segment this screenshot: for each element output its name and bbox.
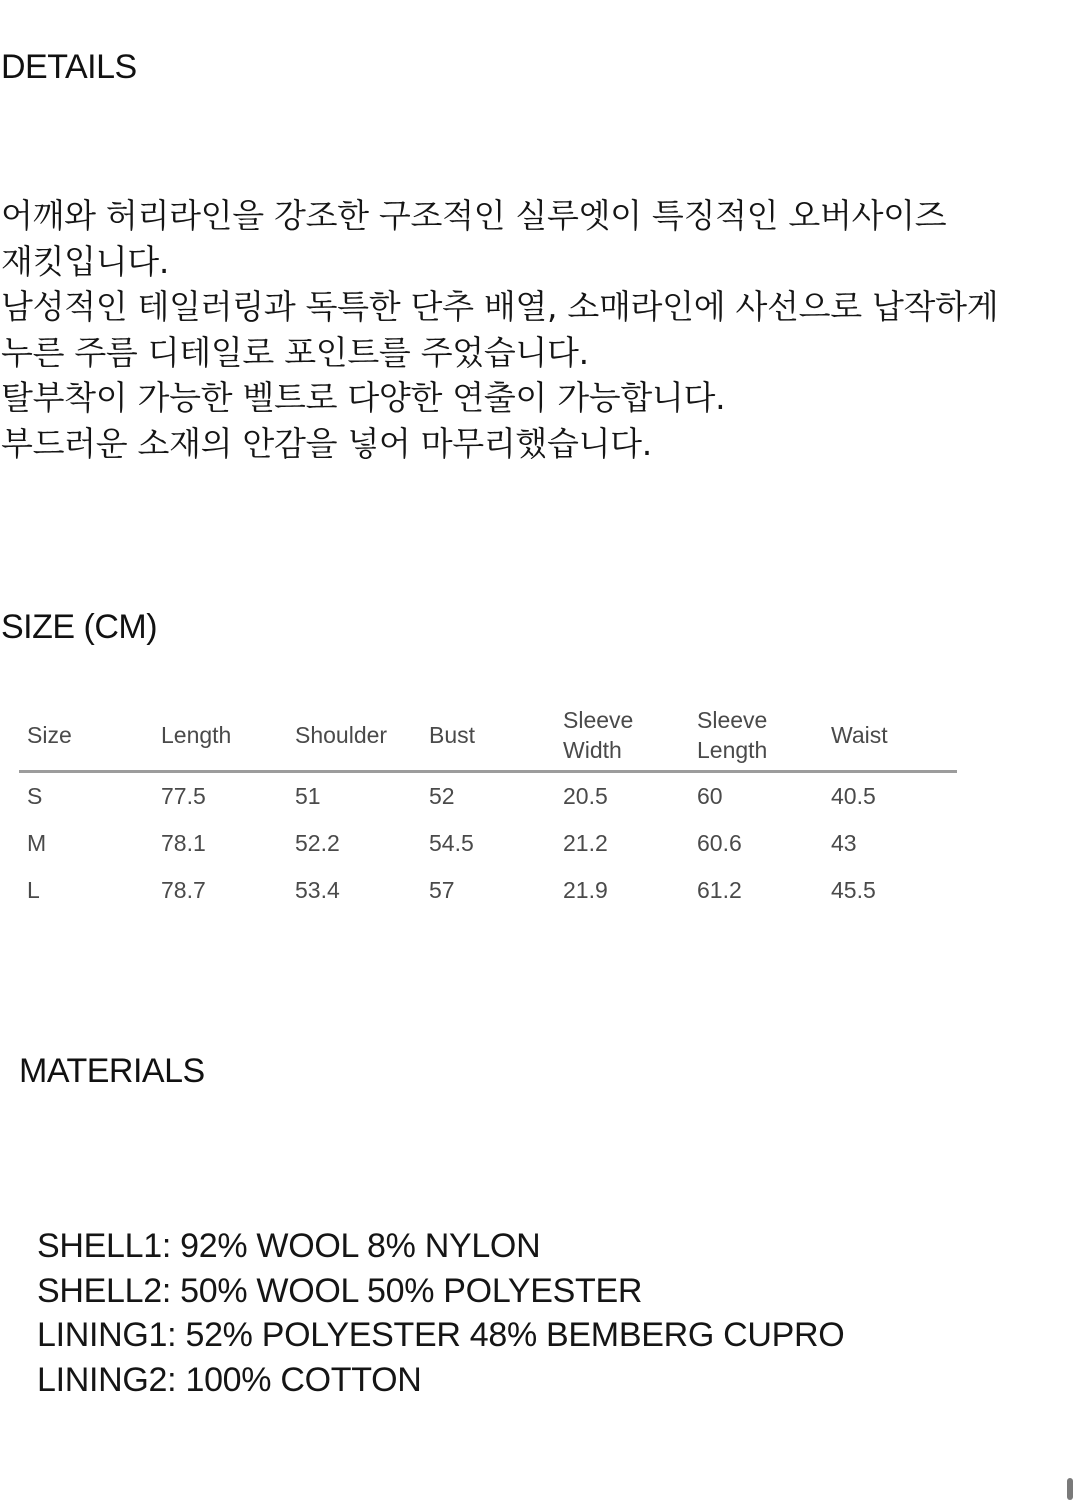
header-label: Shoulder — [295, 722, 388, 748]
material-line: SHELL2: 50% WOOL 50% POLYESTER — [37, 1271, 643, 1310]
table-cell: S — [27, 783, 43, 809]
table-cell: 52 — [429, 783, 455, 809]
header-label: Length — [697, 737, 768, 763]
table-cell: 21.2 — [563, 830, 608, 856]
description-line: 어깨와 허리라인을 강조한 구조적인 실루엣이 특징적인 오버사이즈 — [1, 196, 947, 235]
table-cell: M — [27, 830, 47, 856]
table-cell: 21.9 — [563, 877, 608, 903]
scroll-indicator[interactable] — [1067, 1478, 1073, 1500]
size-table-header-cell — [823, 700, 957, 772]
header-label: Sleeve — [697, 707, 768, 733]
table-cell: 61.2 — [697, 877, 742, 903]
table-cell: 51 — [295, 783, 321, 809]
table-cell: 43 — [831, 830, 857, 856]
size-table-header-cell — [555, 700, 689, 772]
table-cell: 53.4 — [295, 877, 340, 903]
description-line: 남성적인 테일러링과 독특한 단추 배열, 소매라인에 사선으로 납작하게 — [1, 287, 999, 326]
description-line: 재킷입니다. — [1, 241, 170, 281]
size-table-header-cell — [421, 700, 555, 772]
header-label: Width — [563, 737, 622, 763]
size-table-header-cell — [287, 700, 421, 772]
product-description — [1, 193, 1071, 466]
material-line: LINING1: 52% POLYESTER 48% BEMBERG CUPRO — [37, 1316, 845, 1354]
table-cell: 54.5 — [429, 830, 474, 856]
header-label: Waist — [831, 722, 888, 748]
table-cell: 20.5 — [563, 783, 608, 809]
size-chart-table — [19, 700, 957, 914]
table-row — [19, 772, 957, 821]
size-table-header-row — [19, 700, 957, 772]
table-cell: 52.2 — [295, 830, 340, 856]
header-label: Size — [27, 722, 72, 748]
details-heading: DETAILS — [1, 48, 137, 86]
material-line: SHELL1: 92% WOOL 8% NYLON — [37, 1227, 541, 1265]
size-heading: SIZE (CM) — [1, 608, 158, 646]
table-row — [19, 820, 957, 867]
size-table-header-cell — [689, 700, 823, 772]
header-label: Sleeve — [563, 707, 634, 733]
table-cell: 45.5 — [831, 877, 876, 903]
size-table-header-cell — [19, 700, 153, 772]
size-table-body — [19, 772, 957, 915]
table-cell: 40.5 — [831, 783, 876, 809]
description-line: 누른 주름 디테일로 포인트를 주었습니다. — [1, 332, 589, 372]
table-cell: 78.1 — [161, 830, 206, 856]
table-cell: 77.5 — [161, 783, 206, 809]
table-cell: 57 — [429, 877, 455, 903]
materials-heading: MATERIALS — [19, 1052, 205, 1090]
description-line: 부드러운 소재의 안감을 넣어 마무리했습니다. — [1, 423, 652, 463]
table-cell: 60.6 — [697, 830, 742, 856]
description-line: 탈부착이 가능한 벨트로 다양한 연출이 가능합니다. — [1, 378, 726, 417]
header-label: Bust — [429, 722, 476, 748]
material-line: LINING2: 100% COTTON — [37, 1360, 422, 1399]
table-cell: 78.7 — [161, 877, 206, 903]
header-label: Length — [161, 722, 232, 748]
size-table-header-cell — [153, 700, 287, 772]
table-row — [19, 867, 957, 914]
table-cell: L — [27, 877, 40, 903]
table-cell: 60 — [697, 783, 723, 809]
materials-list — [37, 1224, 844, 1402]
